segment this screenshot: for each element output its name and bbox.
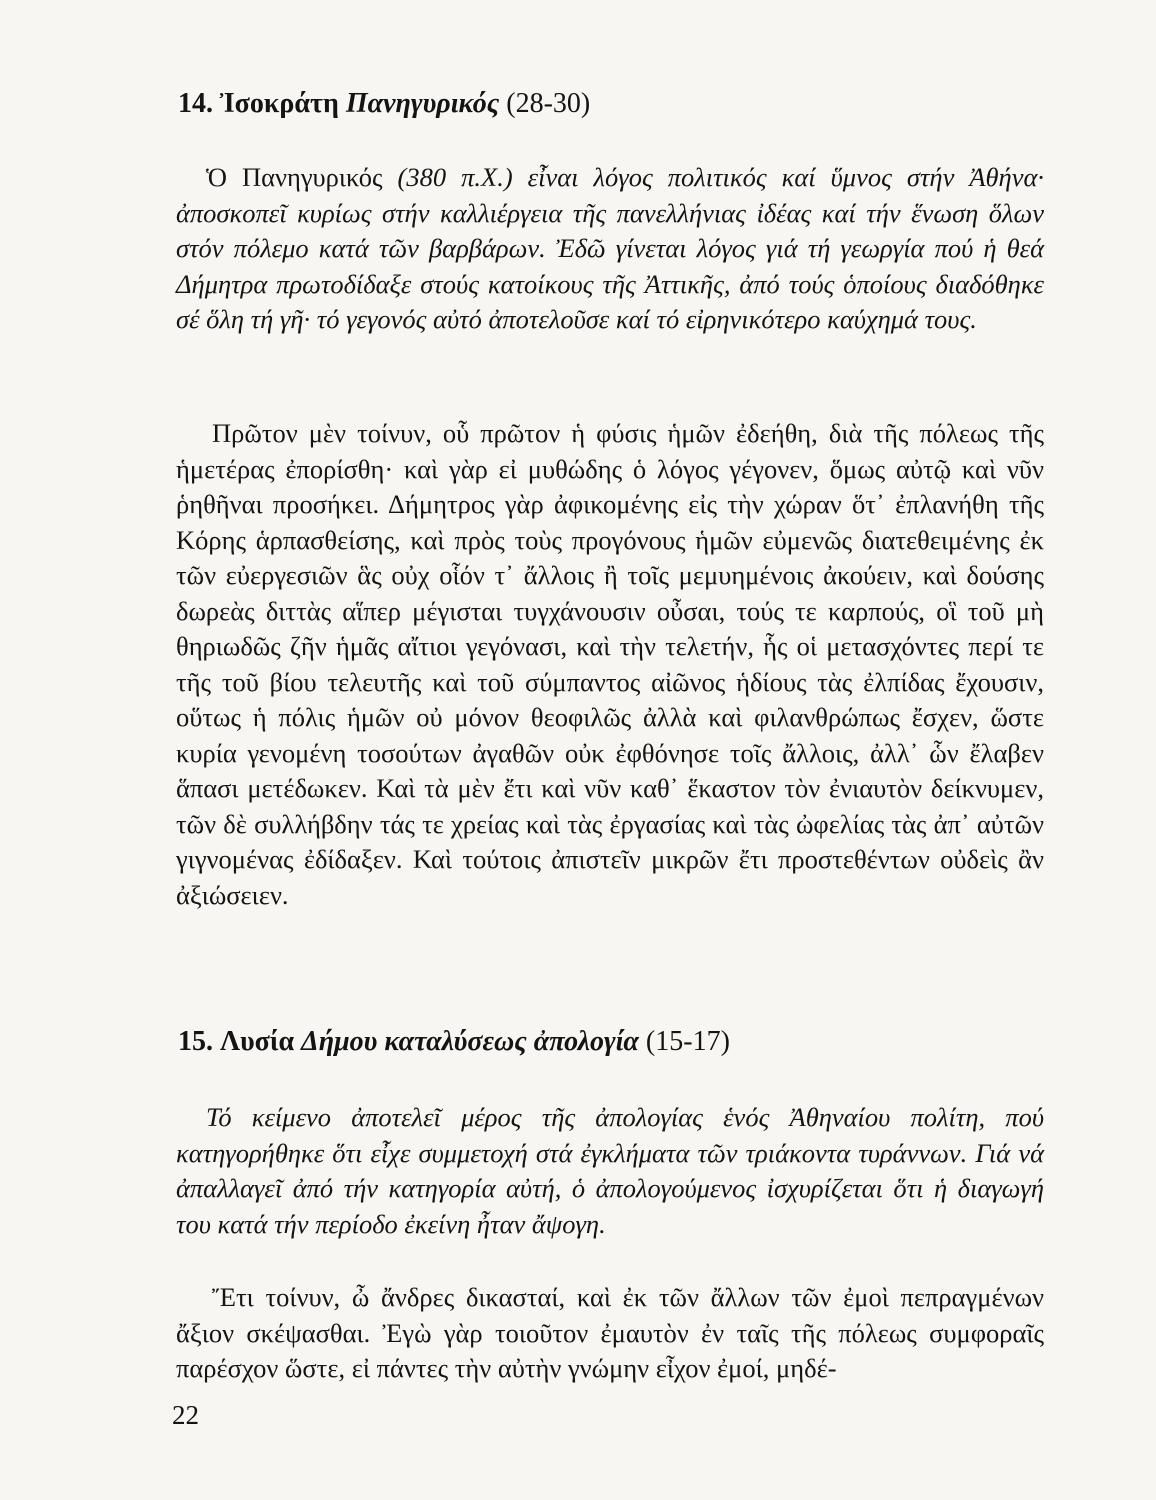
- intro-lead: Ὁ Πανηγυρικός: [206, 162, 383, 192]
- section-14-intro: [176, 160, 1044, 338]
- section-author: Λυσία: [220, 1026, 295, 1057]
- section-14-greek-text: Πρῶτον μὲν τοίνυν, οὗ πρῶτον ἡ φύσις ἡμῶν ἐδεήθη, διὰ τῆς πόλεως τῆς ἡμετέρας ἐπορίσθη· καὶ γὰρ εἰ μυθώδης ὁ λόγος γέγονεν, ὅμως αὐτῷ καὶ νῦν ῥηθῆναι προσήκει. Δήμητρος γὰρ ἀφικομένης εἰς τὴν χώραν ὅτ᾽ ἐπλανήθη τῆς Κόρης ἁρπασθείσης, καὶ πρὸς τοὺς προγόνους ἡμῶν εὐμενῶς διατεθειμένης ἐκ τῶν εὐεργεσιῶν ἃς οὐχ οἷόν τ᾽ ἄλλοις ἢ τοῖς μεμυημένοις ἀκούειν, καὶ δούσης δωρεὰς διττὰς αἵπερ μέγισται τυγχάνουσιν οὖσαι, τούς τε καρπούς, οἳ τοῦ μὴ θηριωδῶς ζῆν ἡμᾶς αἴτιοι γεγόνασι, καὶ τὴν τελετήν, ἧς οἱ μετασχόντες περί τε τῆς τοῦ βίου τελευτῆς καὶ τοῦ σύμπαντος αἰῶνος ἡδίους τὰς ἐλπίδας ἔχουσιν, οὕτως ἡ πόλις ἡμῶν οὐ μόνον θεοφιλῶς ἀλλὰ καὶ φιλανθρώπως ἔσχεν, ὥστε κυρία γενομένη τοσούτων ἀγαθῶν οὐκ ἐφθόνησε τοῖς ἄλλοις, ἀλλ᾽ ὧν ἔλαβεν ἅπασι μετέδωκεν. Καὶ τὰ μὲν ἔτι καὶ νῦν καθ᾽ ἕκαστον τὸν ἐνιαυτὸν δείκνυμεν, τῶν δὲ συλλήβδην τάς τε χρείας καὶ τὰς ἐργασίας καὶ τὰς ὠφελίας τὰς ἀπ᾽ αὐτῶν γιγνομένας ἐδίδαξεν. Καὶ τούτοις ἀπιστεῖν μικρῶν ἔτι προστεθέντων οὐδεὶς ἂν ἀξιώσειεν.: [176, 418, 1044, 910]
- section-14-heading: [178, 86, 590, 122]
- section-title: Δήμου καταλύσεως ἀπολογία: [301, 1026, 639, 1057]
- section-number: 15.: [178, 1026, 213, 1057]
- section-author: Ἰσοκράτη: [220, 88, 339, 119]
- section-15-greek-text: Ἔτι τοίνυν, ὦ ἄνδρες δικασταί, καὶ ἐκ τῶν ἄλλων τῶν ἐμοὶ πεπραγμένων ἄξιον σκέψασθαι. Ἐγὼ γὰρ τοιοῦτον ἐμαυτὸν ἐν ταῖς τῆς πόλεως συμφοραῖς παρέσχον ὥστε, εἰ πάντες τὴν αὐτὴν γνώμην εἶχον ἐμοί, μηδέ-: [176, 1282, 1044, 1383]
- section-title: Πανηγυρικός: [345, 88, 500, 119]
- section-range: (15-17): [645, 1026, 730, 1057]
- intro-text: Τό κείμενο ἀποτελεῖ μέρος τῆς ἀπολογίας ἑνός Ἀθηναίου πολίτη, πού κατηγορήθηκε ὅτι εἶχε συμμετοχή στά ἐγκλήματα τῶν τριάκοντα τυράννων. Γιά νά ἀπαλλαγεῖ ἀπό τήν κατηγορία αὐτή, ὁ ἀπολογούμενος ἰσχυρίζεται ὅτι ἡ διαγωγή του κατά τήν περίοδο ἐκείνη ἦταν ἄψογη.: [176, 1102, 1044, 1239]
- section-15-heading: [178, 1024, 730, 1060]
- intro-text: (380 π.Χ.) εἶναι λόγος πολιτικός καί ὕμνος στήν Ἀθήνα· ἀποσκοπεῖ κυρίως στήν καλλιέργεια τῆς πανελλήνιας ἰδέας καί τήν ἕνωση ὅλων στόν πόλεμο κατά τῶν βαρβάρων. Ἐδῶ γίνεται λόγος γιά τή γεωργία πού ἡ θεά Δήμητρα πρωτοδίδαξε στούς κατοίκους τῆς Ἀττικῆς, ἀπό τούς ὁποίους διαδόθηκε σέ ὅλη τή γῆ· τό γεγονός αὐτό ἀποτελοῦσε καί τό εἰρηνικότερο καύχημά τους.: [176, 162, 1044, 334]
- section-range: (28-30): [506, 88, 591, 119]
- section-number: 14.: [178, 88, 213, 119]
- section-15-intro: [176, 1100, 1044, 1242]
- page-number: 22: [172, 1400, 199, 1430]
